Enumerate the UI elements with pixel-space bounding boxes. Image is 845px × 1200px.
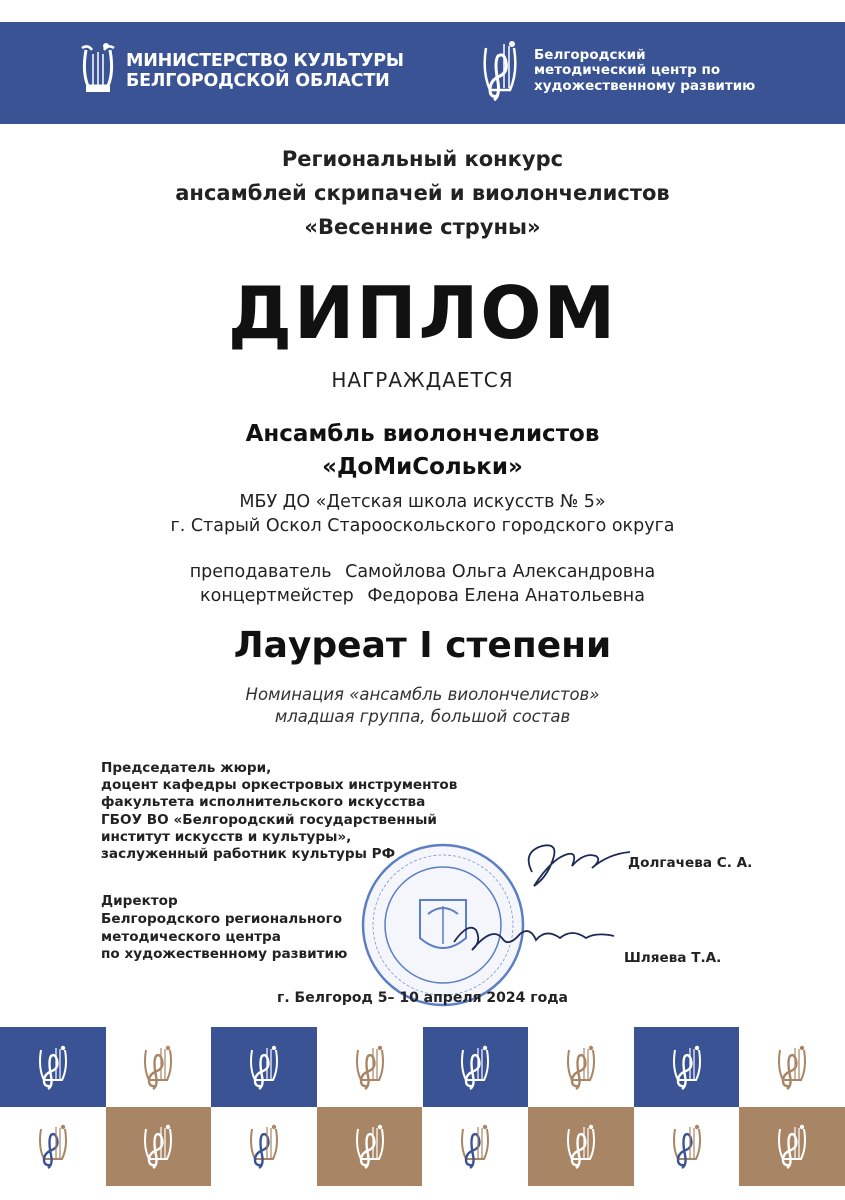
director-line: методического центра — [101, 928, 281, 945]
teacher-role: преподаватель — [189, 562, 332, 582]
jury-line: Председатель жюри, — [101, 760, 272, 776]
decorative-tile-strip — [0, 1027, 845, 1186]
center-logo-line2: методический центр по — [534, 62, 721, 79]
treble-clef-emblem-icon — [772, 1123, 812, 1169]
recipient-name — [0, 418, 845, 484]
nomination-info — [0, 684, 845, 728]
accompanist-role: концертмейстер — [200, 586, 354, 606]
nomination-line1: Номинация «ансамбль виолончелистов» — [245, 685, 600, 704]
center-logo — [476, 38, 755, 104]
recipient-line1: Ансамбль виолончелистов — [245, 421, 600, 447]
contest-line1: Региональный конкурс — [281, 147, 564, 171]
jury-line: доцент кафедры оркестровых инструментов — [101, 777, 458, 794]
director-line: Белгородского регионального — [101, 910, 343, 927]
signature-icon — [448, 912, 620, 962]
treble-clef-emblem-icon — [561, 1044, 601, 1090]
decorative-tile — [634, 1027, 740, 1107]
signature-icon — [512, 832, 642, 896]
decorative-tile — [211, 1027, 317, 1107]
decorative-tile — [211, 1107, 317, 1187]
decorative-tile — [0, 1107, 106, 1187]
award-title: Лауреат I степени — [233, 625, 612, 666]
school-line1: МБУ ДО «Детская школа искусств № 5» — [239, 492, 606, 512]
director-name: Шляева Т.А. — [624, 950, 722, 966]
awarded-label: НАГРАЖДАЕТСЯ — [331, 368, 514, 392]
recipient-line2: «ДоМиСольки» — [322, 454, 523, 480]
director-line: по художественному развитию — [101, 946, 348, 963]
decorative-tile — [317, 1107, 423, 1187]
decorative-tile — [528, 1027, 634, 1107]
treble-clef-emblem-icon — [138, 1123, 178, 1169]
center-logo-line3: художественному развитию — [534, 77, 756, 94]
treble-clef-emblem-icon — [455, 1044, 495, 1090]
decorative-tile — [0, 1027, 106, 1107]
treble-clef-emblem-icon — [455, 1123, 495, 1169]
nomination-line2: младшая группа, большой состав — [274, 707, 571, 726]
place-date: г. Белгород 5– 10 апреля 2024 года — [277, 990, 568, 1006]
jury-chair-name: Долгачева С. А. — [628, 855, 753, 871]
treble-clef-emblem-icon — [667, 1123, 707, 1169]
decorative-tile — [739, 1107, 845, 1187]
contest-line3: «Весенние струны» — [304, 215, 541, 239]
treble-clef-emblem-icon — [33, 1123, 73, 1169]
school-line2: г. Старый Оскол Старооскольского городского округа — [170, 516, 675, 536]
decorative-tile — [423, 1027, 529, 1107]
diploma-title: ДИПЛОМ — [227, 271, 618, 355]
accompanist-line — [0, 584, 845, 608]
teacher-line — [0, 560, 845, 584]
treble-clef-emblem-icon — [350, 1044, 390, 1090]
treble-clef-emblem-icon — [772, 1044, 812, 1090]
teacher-name: Самойлова Ольга Александровна — [345, 562, 656, 582]
treble-clef-emblem-icon — [244, 1044, 284, 1090]
teachers-block — [0, 560, 845, 608]
decorative-tile — [106, 1107, 212, 1187]
treble-clef-emblem-icon — [667, 1044, 707, 1090]
treble-clef-emblem-icon — [138, 1044, 178, 1090]
school-info — [0, 490, 845, 538]
ministry-logo-line2: БЕЛГОРОДСКОЙ ОБЛАСТИ — [126, 71, 390, 91]
header-banner — [0, 22, 845, 124]
treble-clef-emblem-icon — [476, 38, 524, 104]
center-logo-text — [534, 48, 755, 95]
decorative-tile — [317, 1027, 423, 1107]
ministry-logo-line1: МИНИСТЕРСТВО КУЛЬТУРЫ — [126, 51, 404, 71]
decorative-tile — [423, 1107, 529, 1187]
decorative-tile — [106, 1027, 212, 1107]
contest-line2: ансамблей скрипачей и виолончелистов — [175, 181, 670, 205]
decorative-tile — [634, 1107, 740, 1187]
ministry-logo-text — [126, 51, 404, 91]
jury-line: ГБОУ ВО «Белгородский государственный — [101, 811, 437, 828]
director-block — [101, 893, 347, 964]
treble-clef-emblem-icon — [33, 1044, 73, 1090]
lyre-icon — [78, 42, 118, 100]
center-logo-line1: Белгородский — [534, 46, 646, 63]
accompanist-name: Федорова Елена Анатольевна — [367, 586, 645, 606]
decorative-tile — [739, 1027, 845, 1107]
treble-clef-emblem-icon — [244, 1123, 284, 1169]
decorative-tile — [528, 1107, 634, 1187]
jury-line: институт искусств и культуры», — [101, 828, 352, 845]
director-line: Директор — [101, 893, 178, 909]
treble-clef-emblem-icon — [561, 1123, 601, 1169]
treble-clef-emblem-icon — [350, 1123, 390, 1169]
ministry-logo — [78, 42, 404, 100]
jury-line: заслуженный работник культуры РФ — [101, 846, 396, 863]
jury-line: факультета исполнительского искусства — [101, 794, 426, 811]
contest-title — [0, 142, 845, 244]
